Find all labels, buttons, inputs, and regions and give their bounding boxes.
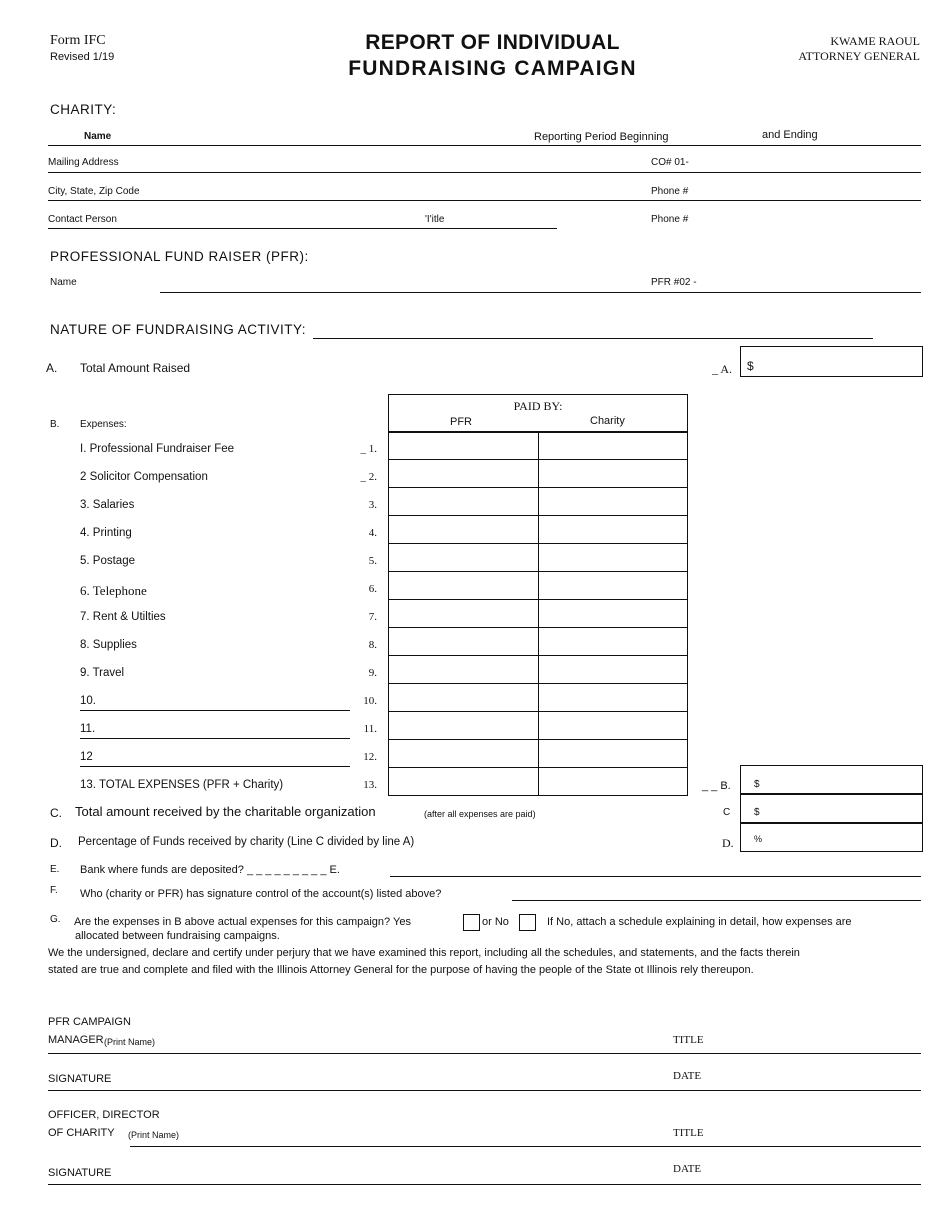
pfr-manager-title-label: TITLE (673, 1034, 704, 1046)
officer-signature-label: SIGNATURE (48, 1167, 112, 1179)
form-title-line2: FUNDRAISING CAMPAIGN (348, 57, 637, 80)
charity-amount-cell-3[interactable] (538, 487, 688, 516)
form-title-line1: REPORT OF INDIVIDUAL (365, 31, 620, 54)
expense-number-5: 5. (368, 555, 377, 567)
pfr-amount-cell-10[interactable] (388, 683, 539, 712)
revised-date: Revised 1/19 (50, 51, 115, 63)
charity-amount-cell-4[interactable] (538, 515, 688, 544)
charity-amount-cell-5[interactable] (538, 543, 688, 572)
charity-name-label: Name (84, 131, 112, 142)
percentage-box[interactable] (740, 823, 923, 852)
officer-print-name: (Print Name) (128, 1130, 180, 1140)
expense-label-13: 13. TOTAL EXPENSES (PFR + Charity) (80, 779, 284, 791)
charity-amount-cell-12[interactable] (538, 739, 688, 768)
pfr-amount-cell-2[interactable] (388, 459, 539, 488)
certification-line1: We the undersigned, declare and certify under perjury that we have examined this report, including all the schedules, and statements, and the facts therein (48, 947, 800, 959)
pfr-manager-label-line2: MANAGER (48, 1034, 104, 1046)
pfr-amount-cell-3[interactable] (388, 487, 539, 516)
co-number-label: CO# 01- (651, 157, 689, 168)
pfr-amount-cell-11[interactable] (388, 711, 539, 740)
expense-label-10: 10. (80, 695, 96, 707)
charity-amount-cell-10[interactable] (538, 683, 688, 712)
charity-amount-cell-6[interactable] (538, 571, 688, 600)
charity-name-line[interactable] (48, 145, 921, 146)
charity-amount-cell-1[interactable] (538, 431, 688, 460)
officer-signature-line[interactable] (48, 1184, 921, 1185)
mailing-address-label: Mailing Address (48, 157, 119, 168)
expense-number-6: 6. (368, 583, 377, 595)
line-d-letter: D. (50, 836, 62, 850)
pfr-name-label: Name (50, 277, 77, 288)
city-state-zip-label: City, State, Zip Code (48, 186, 140, 197)
line-a-ref: _ A. (712, 362, 733, 376)
percentage-sign: % (754, 834, 763, 844)
certification-line2: stated are true and complete and filed with the Illinois Attorney General for the purpose of having the people of the State ot Illinois rely thereupon. (48, 964, 754, 976)
total-raised-dollar: $ (747, 359, 754, 373)
officer-label-line2: OF CHARITY (48, 1127, 115, 1139)
pfr-amount-cell-7[interactable] (388, 599, 539, 628)
expense-label-3: 3. Salaries (80, 499, 135, 511)
total-raised-label: Total Amount Raised (80, 361, 191, 375)
or-no-label: or No (482, 916, 509, 928)
mailing-address-line[interactable] (48, 172, 921, 173)
pfr-section-label: PROFESSIONAL FUND RAISER (PFR): (50, 249, 309, 264)
expense-number-4: 4. (368, 527, 377, 539)
expense-label-2: 2 Solicitor Compensation (80, 471, 208, 483)
line-c-ref: C (723, 807, 731, 818)
expense-number-2: _ 2. (360, 471, 377, 483)
expense-number-8: 8. (368, 639, 377, 651)
pfr-manager-name-line[interactable] (48, 1053, 921, 1054)
line-d-label: Percentage of Funds received by charity (Line C divided by line A) (78, 836, 415, 848)
no-checkbox[interactable] (519, 914, 536, 931)
expense-custom-line-10[interactable] (80, 710, 350, 711)
expense-custom-line-12[interactable] (80, 766, 350, 767)
signature-control-line[interactable] (512, 900, 921, 901)
expense-label-8: 8. Supplies (80, 639, 137, 651)
total-raised-box[interactable] (740, 346, 923, 377)
pfr-amount-cell-1[interactable] (388, 431, 539, 460)
expense-number-3: 3. (368, 499, 377, 511)
expense-label-4: 4. Printing (80, 527, 132, 539)
expense-label-6: 6. Telephone (80, 583, 147, 598)
charity-amount-cell-7[interactable] (538, 599, 688, 628)
line-c-note: (after all expenses are paid) (424, 809, 536, 819)
line-c-label: Total amount received by the charitable organization (75, 804, 376, 819)
line-b-letter: B. (50, 419, 60, 430)
line-f-letter: F. (50, 885, 58, 896)
pfr-amount-cell-6[interactable] (388, 571, 539, 600)
expense-number-12: 12. (363, 751, 377, 763)
pfr-number-label: PFR #02 - (651, 277, 697, 288)
officer-date-label: DATE (673, 1163, 702, 1175)
period-begin-label: Reporting Period Beginning (534, 131, 669, 143)
ag-title: ATTORNEY GENERAL (798, 49, 920, 63)
total-expenses-box[interactable] (740, 765, 923, 794)
pfr-signature-line[interactable] (48, 1090, 921, 1091)
expense-label-5: 5. Postage (80, 555, 135, 567)
pfr-signature-label: SIGNATURE (48, 1073, 112, 1085)
nature-label: NATURE OF FUNDRAISING ACTIVITY: (50, 322, 307, 337)
contact-title-label: 'I'itle (425, 214, 445, 225)
expense-label-11: 11. (80, 723, 96, 735)
yes-checkbox[interactable] (463, 914, 480, 931)
bank-line[interactable] (390, 876, 921, 877)
expense-number-11: 11. (363, 723, 377, 735)
officer-label-line1: OFFICER, DIRECTOR (48, 1109, 160, 1121)
expense-number-9: 9. (368, 667, 377, 679)
form-id: Form IFC (50, 33, 106, 48)
line-c-box[interactable] (740, 794, 923, 823)
expense-label-12: 12 (80, 751, 93, 763)
nature-line[interactable] (313, 338, 873, 339)
line-b-ref: _ _ B. (702, 780, 731, 792)
pfr-amount-cell-9[interactable] (388, 655, 539, 684)
line-g-text: Are the expenses in B above actual expenses for this campaign? Yes (74, 916, 411, 928)
line-g-line2: allocated between fundraising campaigns. (75, 930, 280, 942)
pfr-date-label: DATE (673, 1070, 702, 1082)
expense-label-1: I. Professional Fundraiser Fee (80, 443, 235, 455)
charity-amount-cell-11[interactable] (538, 711, 688, 740)
phone1-label: Phone # (651, 186, 689, 197)
expense-custom-line-11[interactable] (80, 738, 350, 739)
phone2-label: Phone # (651, 214, 689, 225)
expense-number-7: 7. (368, 611, 377, 623)
period-end-label: and Ending (762, 129, 818, 141)
charity-amount-cell-2[interactable] (538, 459, 688, 488)
line-c-letter: C. (50, 806, 62, 820)
officer-name-line[interactable] (130, 1146, 921, 1147)
charity-amount-cell-8[interactable] (538, 627, 688, 656)
ag-name: KWAME RAOUL (830, 34, 920, 48)
pfr-amount-cell-4[interactable] (388, 515, 539, 544)
pfr-amount-cell-13[interactable] (388, 767, 539, 796)
pfr-manager-label-line1: PFR CAMPAIGN (48, 1016, 131, 1028)
total-expenses-dollar: $ (754, 779, 760, 790)
line-c-dollar: $ (754, 807, 760, 818)
pfr-manager-print-name: (Print Name) (104, 1037, 156, 1047)
expense-number-13: 13. (363, 779, 377, 791)
expense-label-9: 9. Travel (80, 667, 125, 679)
expenses-label: Expenses: (80, 419, 127, 430)
contact-person-line[interactable] (48, 228, 557, 229)
line-e-letter: E. (50, 864, 60, 875)
city-state-zip-line[interactable] (48, 200, 921, 201)
expense-number-1: _ 1. (360, 443, 377, 455)
col-charity-label: Charity (590, 415, 625, 427)
expense-label-7: 7. Rent & Utilties (80, 611, 166, 623)
line-f-label: Who (charity or PFR) has signature control of the account(s) listed above? (80, 888, 442, 900)
pfr-amount-cell-8[interactable] (388, 627, 539, 656)
line-e-label: Bank where funds are deposited? _ _ _ _ _ _ _ _ _ E. (80, 864, 340, 876)
expense-number-10: 10. (363, 695, 377, 707)
line-g-rest: If No, attach a schedule explaining in detail, how expenses are (547, 916, 852, 928)
line-d-ref: D. (722, 836, 734, 850)
officer-title-label: TITLE (673, 1127, 704, 1139)
charity-section-label: CHARITY: (50, 102, 117, 117)
line-g-letter: G. (50, 914, 61, 925)
col-pfr-label: PFR (450, 416, 472, 428)
pfr-amount-cell-5[interactable] (388, 543, 539, 572)
contact-person-label: Contact Person (48, 214, 117, 225)
charity-amount-cell-9[interactable] (538, 655, 688, 684)
pfr-name-line[interactable] (160, 292, 921, 293)
line-a-letter: A. (46, 361, 58, 375)
charity-amount-cell-13[interactable] (538, 767, 688, 796)
paid-by-label: PAID BY: (513, 399, 563, 413)
pfr-amount-cell-12[interactable] (388, 739, 539, 768)
